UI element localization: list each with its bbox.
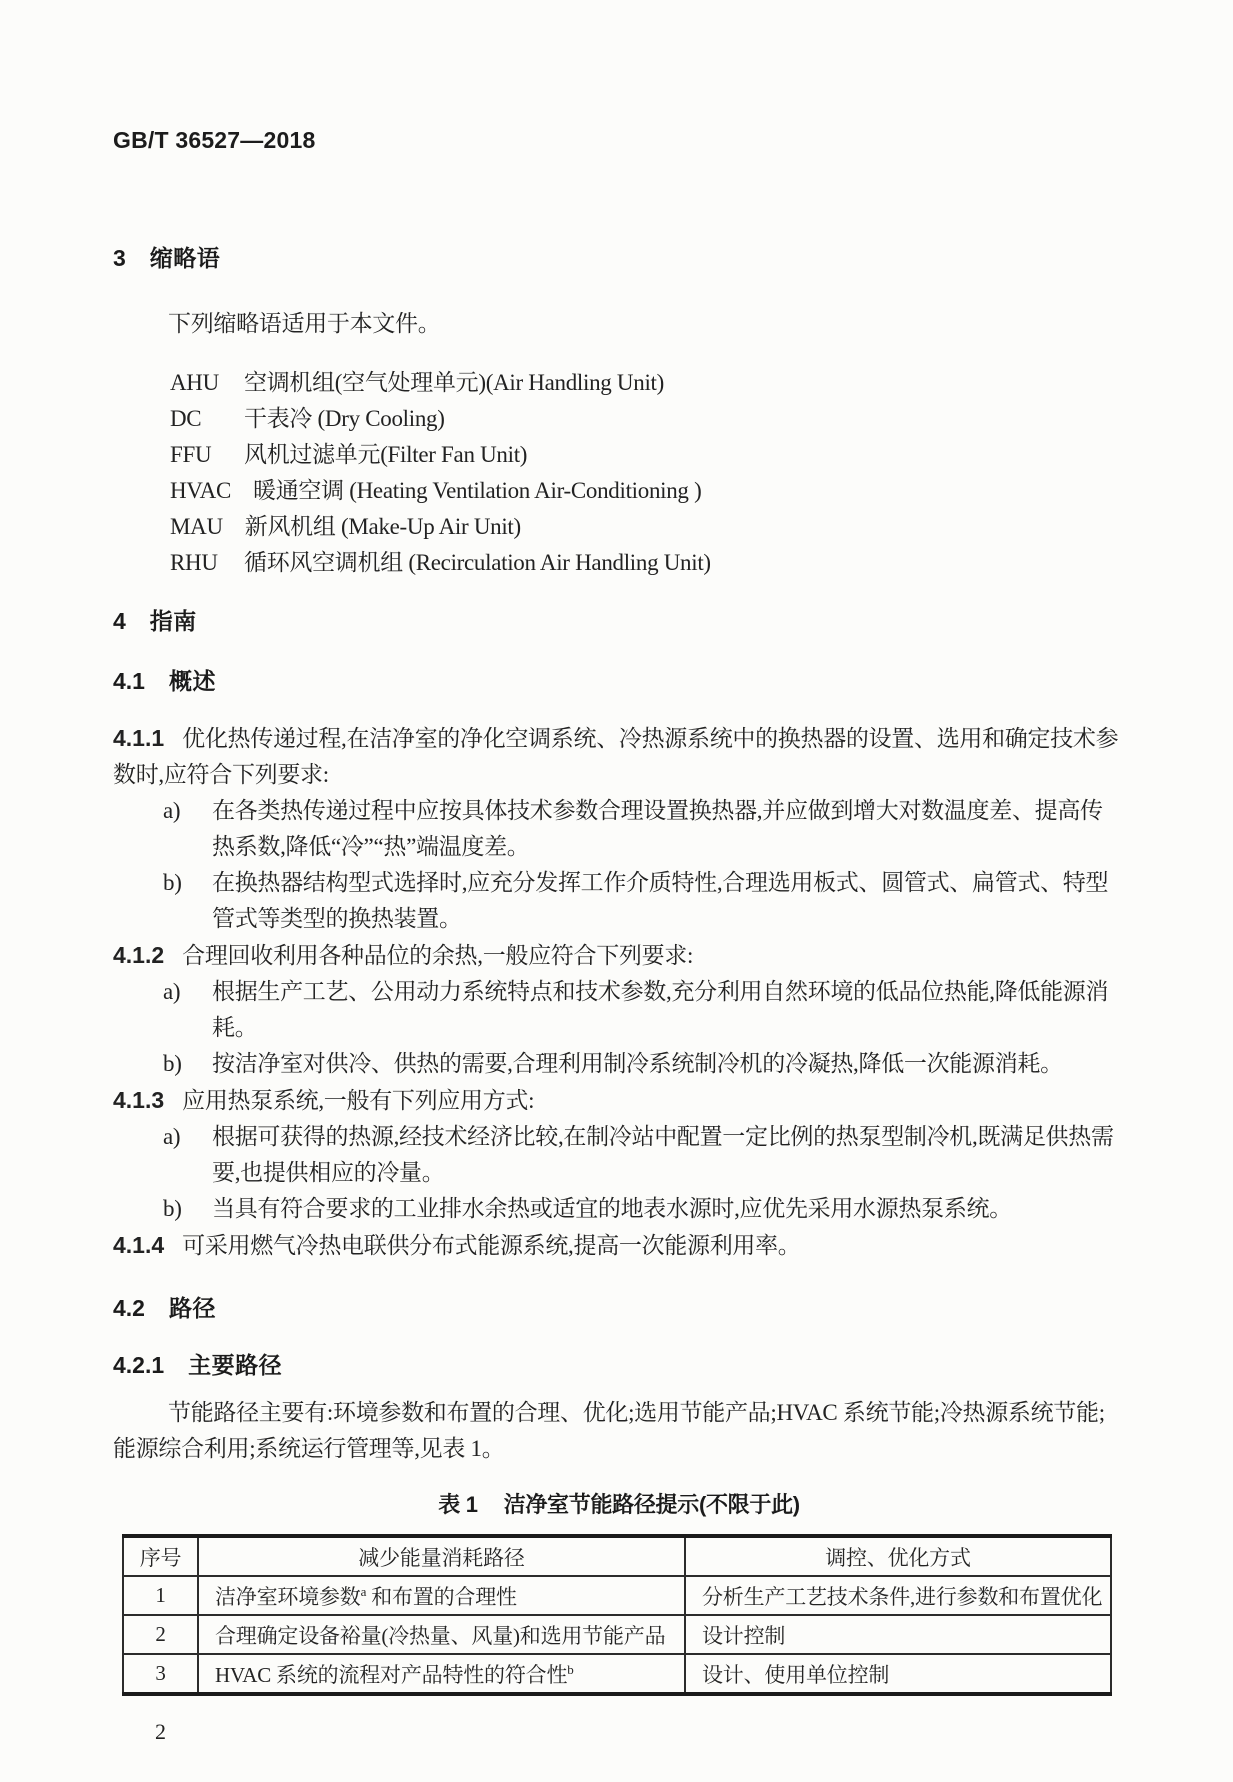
section-4-2-1-heading bbox=[113, 1350, 1125, 1380]
section-4-heading bbox=[113, 606, 1125, 636]
abbreviation-term: HVAC bbox=[170, 478, 232, 503]
abbreviation-definition: 空调机组(空气处理单元)(Air Handling Unit) bbox=[244, 370, 664, 395]
cell-no: 1 bbox=[123, 1576, 198, 1615]
subitem-b bbox=[113, 1046, 1125, 1082]
header-cell-no: 序号 bbox=[123, 1536, 198, 1576]
subitem-b bbox=[113, 1191, 1125, 1227]
subitem-label: a) bbox=[163, 798, 181, 823]
table-row bbox=[123, 1615, 1111, 1654]
subitem-text: 当具有符合要求的工业排水余热或适宜的地表水源时,应优先采用水源热泵系统。 bbox=[212, 1196, 1012, 1221]
energy-path-paragraph: 节能路径主要有:环境参数和布置的合理、优化;选用节能产品;HVAC 系统节能;冷热源系统节能;能源综合利用;系统运行管理等,见表 1。 bbox=[113, 1400, 1105, 1461]
page-content bbox=[113, 0, 1125, 1746]
subitem-a bbox=[113, 793, 1125, 865]
cell-path bbox=[198, 1576, 685, 1615]
section-title: 概述 bbox=[168, 668, 216, 694]
cell-path-text: HVAC 系统的流程对产品特性的符合性 bbox=[215, 1662, 568, 1687]
caption-title: 洁净室节能路径提示(不限于此) bbox=[503, 1492, 800, 1517]
abbreviation-definition: 风机过滤单元(Filter Fan Unit) bbox=[244, 442, 528, 467]
abbreviation-definition: 循环风空调机组 (Recirculation Air Handling Unit) bbox=[244, 550, 711, 575]
section-number: 4.2 bbox=[113, 1295, 145, 1321]
header-cell-method: 调控、优化方式 bbox=[685, 1536, 1111, 1576]
page-number: 2 bbox=[155, 1719, 166, 1744]
clause-text: 优化热传递过程,在洁净室的净化空调系统、冷热源系统中的换热器的设置、选用和确定技术参数时,应符合下列要求: bbox=[113, 726, 1119, 787]
subitem-text: 按洁净室对供冷、供热的需要,合理利用制冷系统制冷机的冷凝热,降低一次能源消耗。 bbox=[212, 1051, 1063, 1076]
section-3-heading bbox=[113, 243, 1125, 273]
section-number: 3 bbox=[113, 245, 126, 271]
subitem-text: 在各类热传递过程中应按具体技术参数合理设置换热器,并应做到增大对数温度差、提高传热系数,降低“冷”“热”端温度差。 bbox=[212, 798, 1103, 859]
section-title: 路径 bbox=[168, 1295, 216, 1321]
abbreviation-item bbox=[170, 437, 1125, 473]
abbreviation-item bbox=[170, 365, 1125, 401]
table-1 bbox=[122, 1534, 1112, 1696]
clause-4-1-3 bbox=[113, 1082, 1125, 1119]
clause-4-1-4 bbox=[113, 1227, 1125, 1264]
abbreviation-term: RHU bbox=[170, 550, 218, 575]
subitem-a bbox=[113, 1119, 1125, 1191]
footnote-marker: b bbox=[567, 1661, 574, 1677]
abbreviations-intro: 下列缩略语适用于本文件。 bbox=[168, 311, 441, 336]
abbreviation-list bbox=[113, 365, 1125, 581]
cell-method: 设计控制 bbox=[685, 1615, 1111, 1654]
cell-path bbox=[198, 1654, 685, 1694]
abbreviation-term: MAU bbox=[170, 514, 223, 539]
footnote-marker: a bbox=[360, 1583, 367, 1599]
cell-path-text: 洁净室环境参数 bbox=[215, 1584, 361, 1609]
subitem-label: b) bbox=[163, 870, 182, 895]
subitem-a bbox=[113, 974, 1125, 1046]
table-1-caption bbox=[113, 1490, 1125, 1520]
table-row bbox=[123, 1576, 1111, 1615]
header-cell-path: 减少能量消耗路径 bbox=[198, 1536, 685, 1576]
abbreviation-definition: 暖通空调 (Heating Ventilation Air-Conditioning ) bbox=[253, 478, 702, 503]
subitem-text: 根据生产工艺、公用动力系统特点和技术参数,充分利用自然环境的低品位热能,降低能源消耗。 bbox=[212, 979, 1109, 1040]
clause-text: 可采用燃气冷热电联供分布式能源系统,提高一次能源利用率。 bbox=[182, 1233, 801, 1258]
standard-code: GB/T 36527—2018 bbox=[113, 127, 316, 153]
subitem-b bbox=[113, 865, 1125, 937]
abbreviation-term: DC bbox=[170, 406, 202, 431]
subitem-label: b) bbox=[163, 1196, 182, 1221]
abbreviation-item bbox=[170, 545, 1125, 581]
cell-path-text: 和布置的合理性 bbox=[366, 1584, 517, 1609]
caption-label: 表 1 bbox=[438, 1492, 478, 1517]
clause-number: 4.1.3 bbox=[113, 1087, 165, 1113]
section-title: 指南 bbox=[149, 608, 197, 634]
abbreviation-definition: 新风机组 (Make-Up Air Unit) bbox=[244, 514, 521, 539]
section-number: 4.2.1 bbox=[113, 1352, 165, 1378]
cell-path bbox=[198, 1615, 685, 1654]
cell-path-text: 合理确定设备裕量(冷热量、风量)和选用节能产品 bbox=[215, 1623, 666, 1648]
clause-4-1-1 bbox=[113, 720, 1125, 793]
section-title: 主要路径 bbox=[188, 1352, 283, 1378]
abbreviation-item bbox=[170, 401, 1125, 437]
cell-method: 设计、使用单位控制 bbox=[685, 1654, 1111, 1694]
table-row bbox=[123, 1654, 1111, 1694]
abbreviation-term: AHU bbox=[170, 370, 219, 395]
subitem-label: a) bbox=[163, 1124, 181, 1149]
section-title: 缩略语 bbox=[149, 245, 221, 271]
subitem-label: a) bbox=[163, 979, 181, 1004]
section-number: 4.1 bbox=[113, 668, 145, 694]
table-header-row bbox=[123, 1536, 1111, 1576]
clause-number: 4.1.1 bbox=[113, 725, 165, 751]
clause-text: 合理回收利用各种品位的余热,一般应符合下列要求: bbox=[182, 943, 694, 968]
section-number: 4 bbox=[113, 608, 126, 634]
clause-number: 4.1.2 bbox=[113, 942, 165, 968]
clause-4-1-2 bbox=[113, 937, 1125, 974]
cell-no: 2 bbox=[123, 1615, 198, 1654]
section-4-1-heading bbox=[113, 666, 1125, 696]
abbreviation-definition: 干表冷 (Dry Cooling) bbox=[244, 406, 445, 431]
abbreviation-item bbox=[170, 473, 1125, 509]
clause-number: 4.1.4 bbox=[113, 1232, 165, 1258]
subitem-text: 在换热器结构型式选择时,应充分发挥工作介质特性,合理选用板式、圆管式、扁管式、特型管式等类型的换热装置。 bbox=[212, 870, 1109, 931]
cell-method: 分析生产工艺技术条件,进行参数和布置优化 bbox=[685, 1576, 1111, 1615]
abbreviation-term: FFU bbox=[170, 442, 212, 467]
clause-text: 应用热泵系统,一般有下列应用方式: bbox=[182, 1088, 535, 1113]
section-4-2-heading bbox=[113, 1293, 1125, 1323]
subitem-label: b) bbox=[163, 1051, 182, 1076]
abbreviation-item bbox=[170, 509, 1125, 545]
subitem-text: 根据可获得的热源,经技术经济比较,在制冷站中配置一定比例的热泵型制冷机,既满足供热需要,也提供相应的冷量。 bbox=[212, 1124, 1114, 1185]
cell-no: 3 bbox=[123, 1654, 198, 1694]
